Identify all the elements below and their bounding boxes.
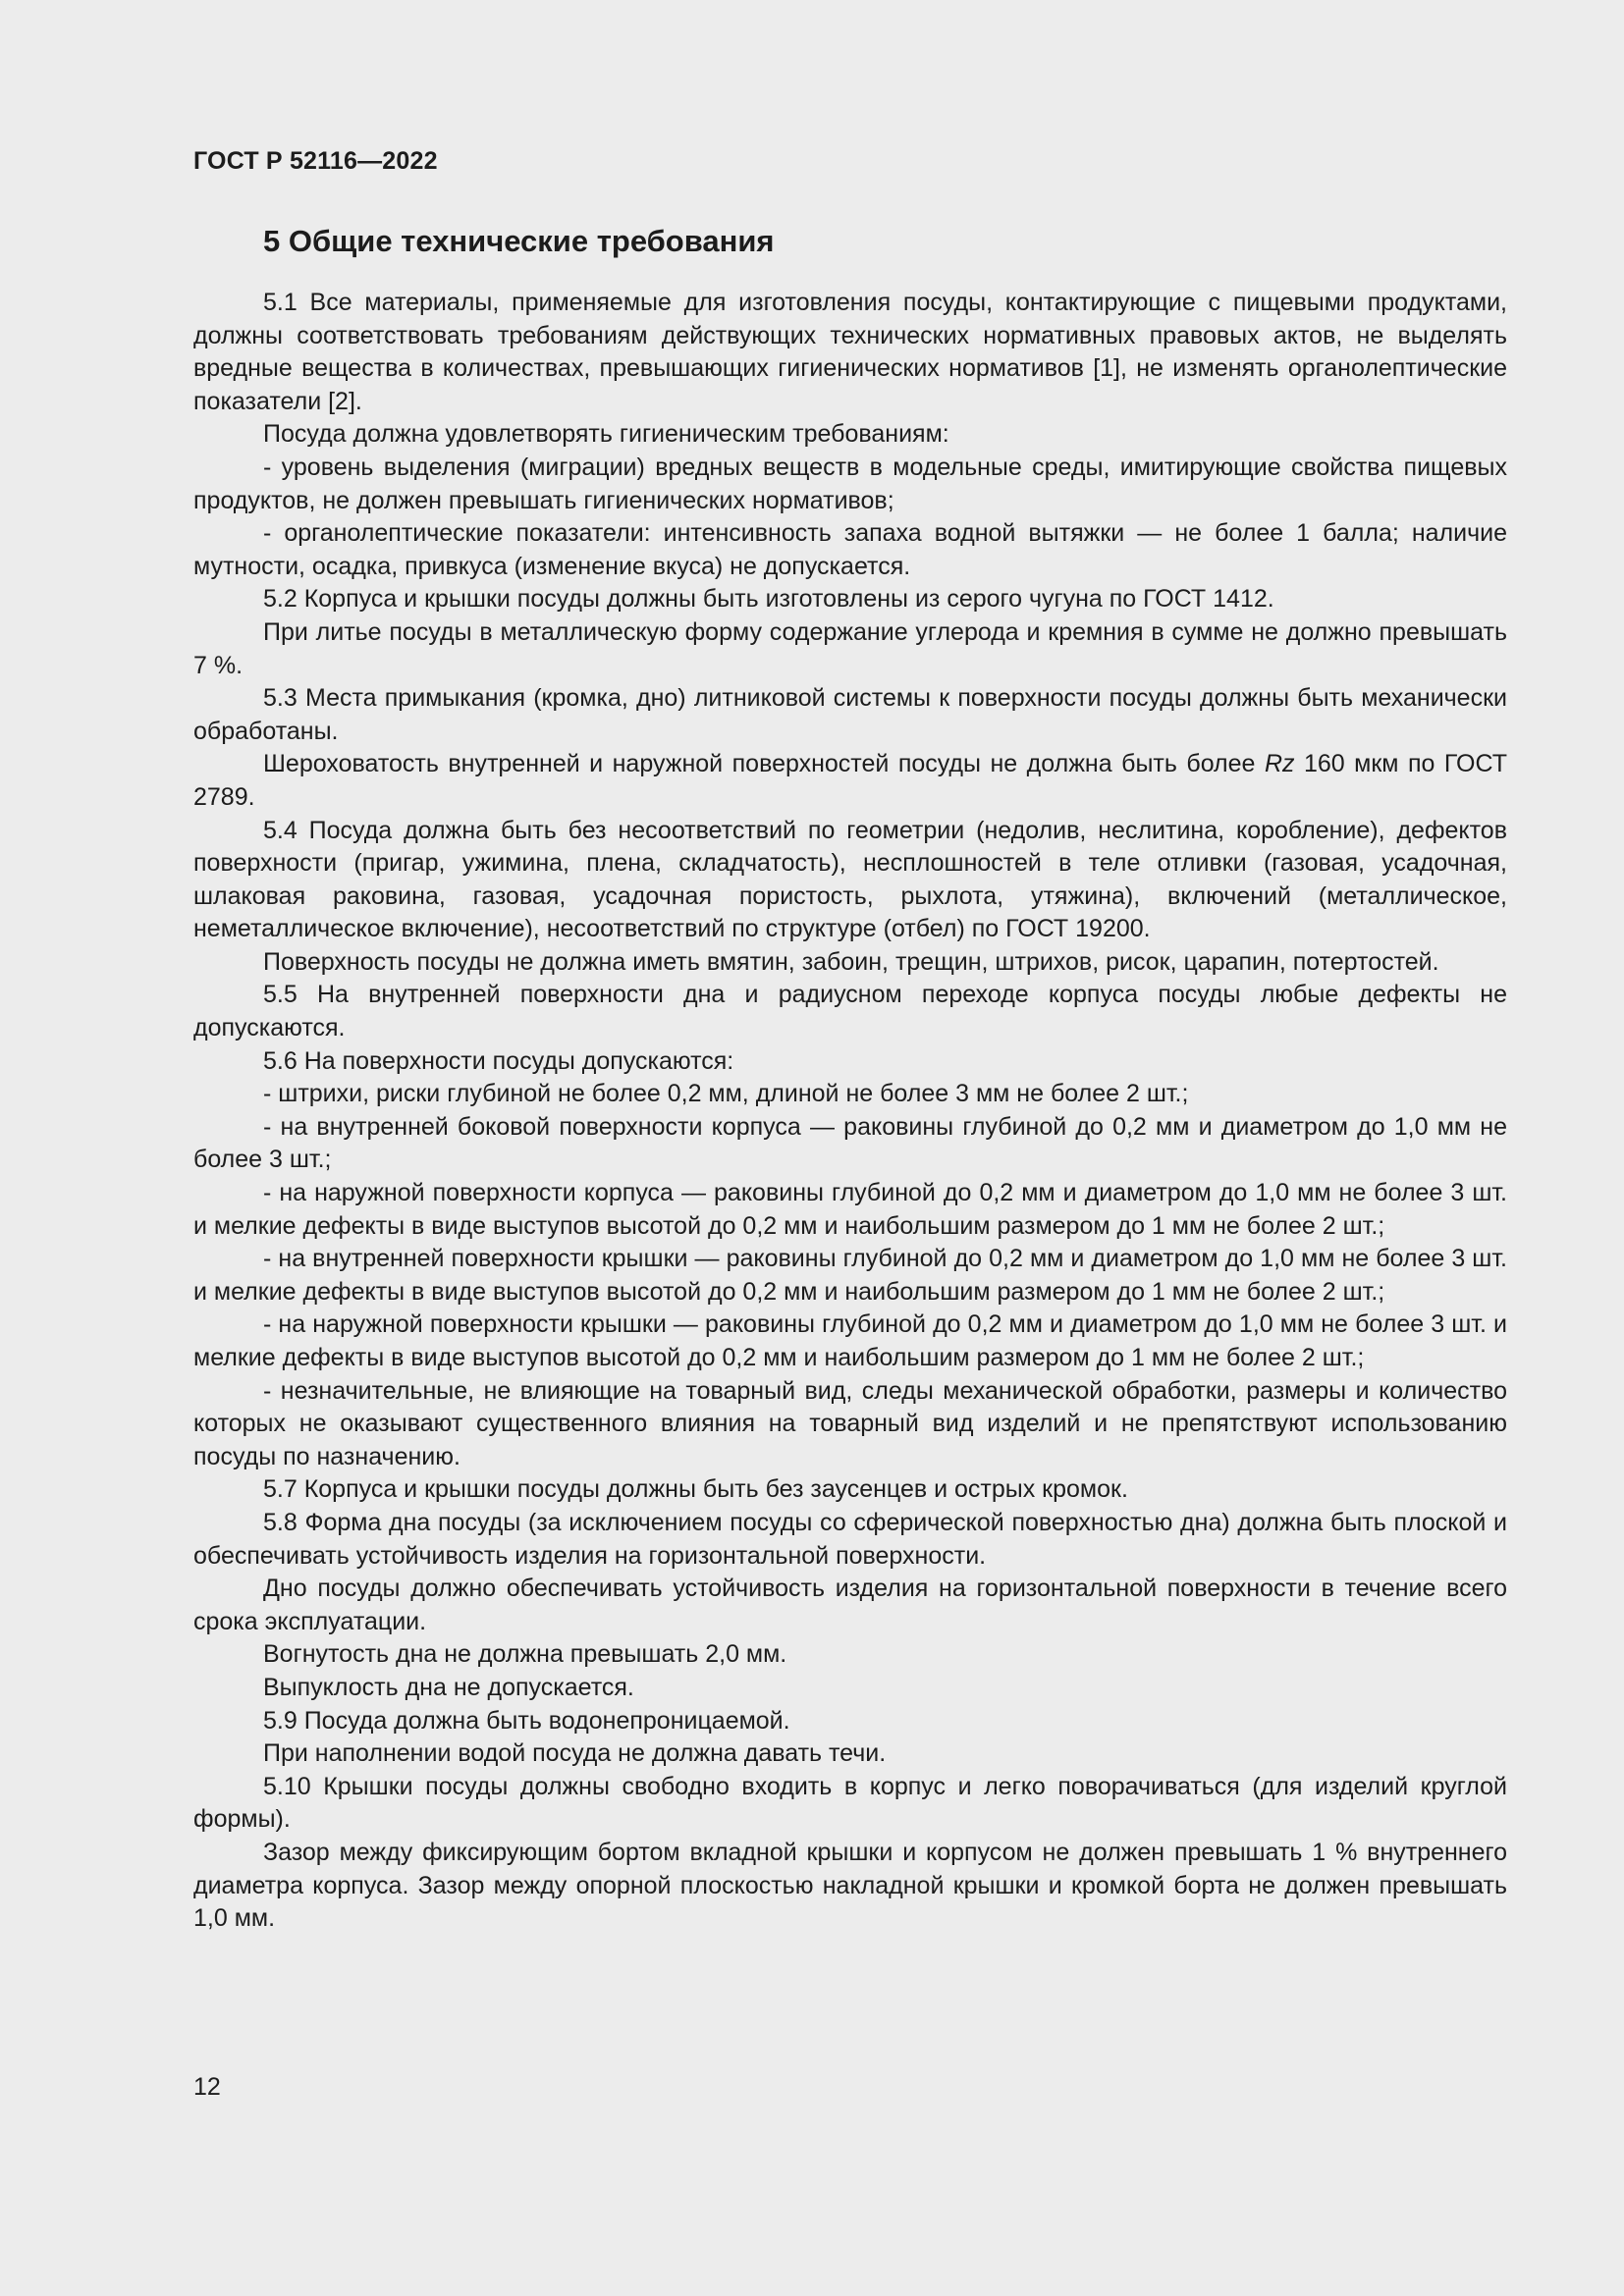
paragraph: 5.7 Корпуса и крышки посуды должны быть без заусенцев и острых кромок. (263, 1475, 1128, 1504)
list-item: - штрихи, риски глубиной не более 0,2 мм, длиной не более 3 мм не более 2 шт.; (263, 1080, 1189, 1108)
document-header: ГОСТ Р 52116—2022 (193, 147, 438, 175)
paragraph: Посуда должна удовлетворять гигиеническим требованиям: (263, 420, 949, 449)
body-text (193, 287, 1507, 1936)
list-item: - незначительные, не влияющие на товарный вид, следы механической обработки, размеры и количество которых не оказывают существенного влияния на товарный вид изделий и не препятствуют использованию посуды по назначению. (193, 1376, 1507, 1470)
paragraph: 5.6 На поверхности посуды допускаются: (263, 1046, 734, 1075)
paragraph: 5.8 Форма дна посуды (за исключением посуды со сферической поверхностью дна) должна быть плоской и обеспечивать устойчивость изделия на горизонтальной поверхности. (193, 1508, 1507, 1570)
paragraph: При литье посуды в металлическую форму содержание углерода и кремния в сумме не должно превышать 7 %. (193, 617, 1507, 679)
paragraph: При наполнении водой посуда не должна давать течи. (263, 1739, 887, 1768)
paragraph: Вогнутость дна не должна превышать 2,0 мм. (263, 1640, 787, 1669)
paragraph: Зазор между фиксирующим бортом вкладной крышки и корпусом не должен превышать 1 % внутреннего диаметра корпуса. Зазор между опорной плоскостью накладной крышки и кромкой борта не должен превышать 1,0 мм. (193, 1838, 1507, 1933)
paragraph: Поверхность посуды не должна иметь вмятин, забоин, трещин, штрихов, рисок, царапин, потертостей. (263, 947, 1439, 976)
list-item: - на наружной поверхности крышки — раковины глубиной до 0,2 мм и диаметром до 1,0 мм не более 3 шт. и мелкие дефекты в виде выступов высотой до 0,2 мм и наибольшим размером до 1 мм не более 2 шт.; (193, 1310, 1507, 1371)
paragraph: 5.3 Места примыкания (кромка, дно) литниковой системы к поверхности посуды должны быть механически обработаны. (193, 684, 1507, 745)
paragraph: Выпуклость дна не допускается. (263, 1673, 634, 1701)
paragraph: 5.4 Посуда должна быть без несоответствий по геометрии (недолив, неслитина, коробление), дефектов поверхности (пригар, ужимина, плена, складчатость), несплошностей в теле отливки (газовая, усадочная, шлаковая раковина, газовая, усадочная пористость, рыхлота, утяжина), включений (металлическое, неметаллическое включение), несоответствий по структуре (отбел) по ГОСТ 19200. (193, 816, 1507, 943)
paragraph: 5.2 Корпуса и крышки посуды должны быть изготовлены из серого чугуна по ГОСТ 1412. (263, 585, 1274, 614)
list-item: - органолептические показатели: интенсивность запаха водной вытяжки — не более 1 балла; наличие мутности, осадка, привкуса (изменение вкуса) не допускается. (193, 519, 1507, 580)
paragraph-roughness: Шероховатость внутренней и наружной поверхностей посуды не должна быть более Rz 160 мкм по ГОСТ 2789. (193, 750, 1507, 811)
paragraph: 5.9 Посуда должна быть водонепроницаемой. (263, 1706, 790, 1735)
list-item: - на наружной поверхности корпуса — раковины глубиной до 0,2 мм и диаметром до 1,0 мм не более 3 шт. и мелкие дефекты в виде выступов высотой до 0,2 мм и наибольшим размером до 1 мм не более 2 шт.; (193, 1179, 1507, 1240)
paragraph: 5.5 На внутренней поверхности дна и радиусном переходе корпуса посуды любые дефекты не допускаются. (193, 981, 1507, 1042)
page-number: 12 (193, 2073, 221, 2101)
list-item: - на внутренней боковой поверхности корпуса — раковины глубиной до 0,2 мм и диаметром до 1,0 мм не более 3 шт.; (193, 1112, 1507, 1174)
list-item: - на внутренней поверхности крышки — раковины глубиной до 0,2 мм и диаметром до 1,0 мм не более 3 шт. и мелкие дефекты в виде выступов высотой до 0,2 мм и наибольшим размером до 1 мм не более 2 шт.; (193, 1245, 1507, 1306)
paragraph: 5.1 Все материалы, применяемые для изготовления посуды, контактирующие с пищевыми продуктами, должны соответствовать требованиям действующих технических нормативных правовых актов, не выделять вредные вещества в количествах, превышающих гигиенических нормативов [1], не изменять органолептические показатели [2]. (193, 289, 1507, 415)
list-item: - уровень выделения (миграции) вредных веществ в модельные среды, имитирующие свойства пищевых продуктов, не должен превышать гигиенических нормативов; (193, 453, 1507, 514)
section-title: 5 Общие технические требования (263, 224, 775, 258)
paragraph: 5.10 Крышки посуды должны свободно входить в корпус и легко поворачиваться (для изделий круглой формы). (193, 1772, 1507, 1834)
paragraph: Дно посуды должно обеспечивать устойчивость изделия на горизонтальной поверхности в течение всего срока эксплуатации. (193, 1575, 1507, 1635)
